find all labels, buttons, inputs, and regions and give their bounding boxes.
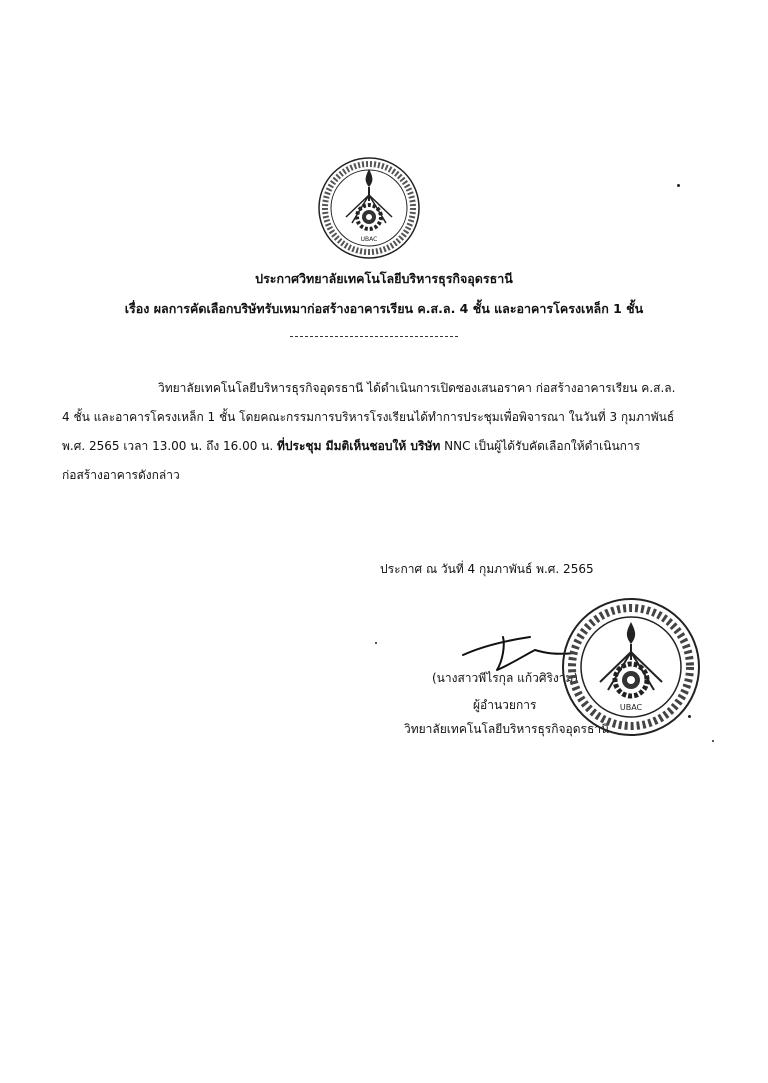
body-line-3-part-a: พ.ศ. 2565 เวลา 13.00 น. ถึง 16.00 น. [62,439,278,453]
signatory-organization: วิทยาลัยเทคโนโลยีบริหารธุรกิจอุดรธานี [404,722,610,736]
signatory-name: (นางสาวพีไรกุล แก้วศิริงาม) [432,671,579,685]
signatory-position: ผู้อำนวยการ [473,698,537,712]
body-line-3-part-c: NNC เป็นผู้ได้รับคัดเลือกให้ดำเนินการ [440,439,641,453]
title-divider [290,336,458,337]
body-line-3-bold: ที่ประชุม มีมติเห็นชอบให้ บริษัท [277,439,441,453]
scan-speck [677,184,680,187]
logo-text: UBAC [360,236,378,243]
body-line-3 [62,438,640,454]
scan-speck [712,740,714,742]
college-seal-icon [560,596,702,738]
document-title: ประกาศวิทยาลัยเทคโนโลยีบริหารธุรกิจอุดรธานี [255,271,513,286]
scan-speck [688,715,691,718]
scan-speck [375,642,377,644]
body-line-2: 4 ชั้น และอาคารโครงเหล็ก 1 ชั้น โดยคณะกรรมการบริหารโรงเรียนได้ทำการประชุมเพื่อพิจารณา ในวันที่ 3 กุมภาพันธ์ [62,410,675,424]
document-subject: เรื่อง ผลการคัดเลือกบริษัทรับเหมาก่อสร้างอาคารเรียน ค.ส.ล. 4 ชั้น และอาคารโครงเหล็ก 1 ชั้น [124,301,644,316]
college-emblem-icon [316,155,422,261]
body-line-4: ก่อสร้างอาคารดังกล่าว [62,468,180,482]
body-line-1: วิทยาลัยเทคโนโลยีบริหารธุรกิจอุดรธานี ได้ดำเนินการเปิดซองเสนอราคา ก่อสร้างอาคารเรียน ค.ส.ล. [158,381,676,395]
stamp-text: UBAC [619,703,643,712]
announcement-date: ประกาศ ณ วันที่ 4 กุมภาพันธ์ พ.ศ. 2565 [380,562,594,576]
